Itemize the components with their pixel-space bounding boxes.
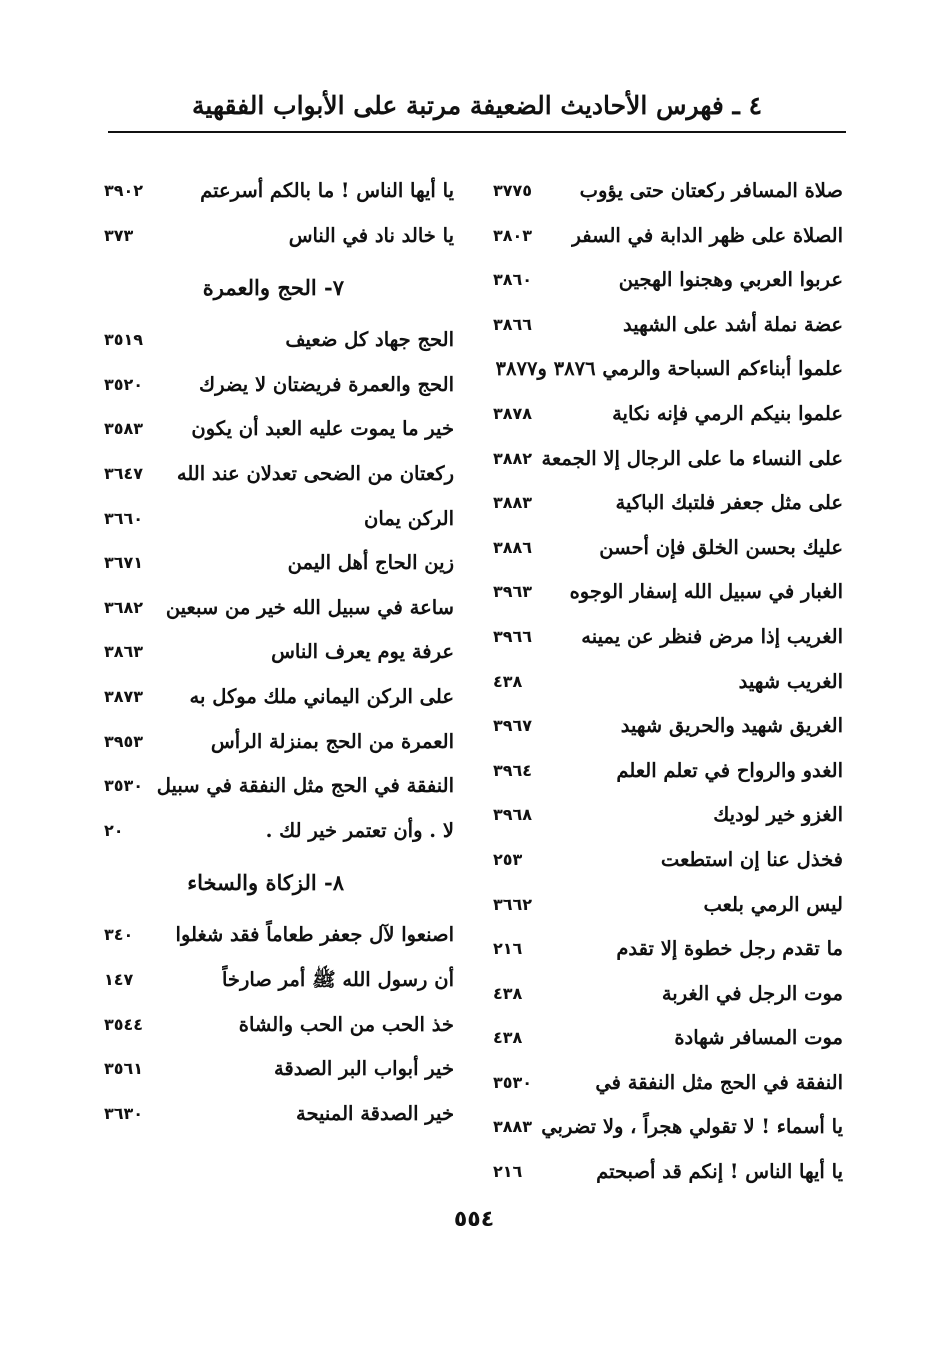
hadith-number: ٢١٦	[493, 1162, 523, 1182]
hadith-number: ٣٨٨٢	[493, 448, 533, 468]
index-entry	[493, 347, 843, 392]
index-entry	[493, 749, 843, 794]
hadith-text: الحج والعمرة فريضتان لا يضرك	[199, 372, 454, 396]
hadith-number: ٣٩٦٤	[493, 760, 533, 780]
index-entry	[493, 883, 843, 928]
hadith-text: الغريق شهيد والحريق شهيد	[620, 714, 843, 738]
hadith-text: عضة نملة أشد على الشهيد	[623, 312, 843, 336]
hadith-number: ٣٨٦٠	[493, 270, 533, 290]
hadith-text: يا أسماء ! لا تقولي هجراً ، ولا تضربي	[541, 1115, 843, 1139]
index-entry	[104, 452, 454, 497]
hadith-number: ٣٦٦٢	[493, 894, 533, 914]
hadith-number: ٣٩٦٨	[493, 805, 533, 825]
index-entry	[493, 437, 843, 482]
index-entry	[493, 1105, 843, 1150]
hadith-text: النفقة في الحج مثل النفقة في سبيل	[156, 774, 454, 798]
hadith-text: موت المسافر شهادة	[674, 1026, 843, 1050]
hadith-text: خير أبواب البر الصدقة	[273, 1057, 454, 1081]
hadith-number: ٣٩٠٢	[104, 181, 144, 200]
left-index-column	[104, 169, 454, 1136]
hadith-text: ما تقدم رجل خطوة إلا تقدم	[616, 937, 843, 961]
index-entry	[493, 258, 843, 303]
index-entry	[493, 927, 843, 972]
hadith-number: ٢٥٣	[493, 849, 523, 869]
index-entry	[104, 541, 454, 586]
index-entry	[493, 660, 843, 705]
hadith-number: ٣٦٣٠	[104, 1103, 144, 1123]
hadith-text: على النساء ما على الرجال إلا الجمعة	[541, 446, 843, 470]
hadith-text: العمرة من الحج بمنزلة الرأس	[210, 729, 454, 753]
hadith-number: ٢١٦	[493, 939, 523, 959]
hadith-text: الغبار في سبيل الله إسفار الوجوه	[569, 580, 843, 604]
hadith-number: ٣٥٤٤	[104, 1014, 144, 1034]
hadith-text: علموا أبناءكم السباحة والرمي ٣٨٧٦ و٣٨٧٧	[495, 357, 843, 381]
hadith-text: على الركن اليماني ملك موكل به	[189, 684, 454, 708]
index-entry	[104, 1003, 454, 1048]
index-entry	[104, 169, 454, 214]
index-entry	[104, 318, 454, 363]
hadith-number: ٣٨٨٦	[493, 537, 533, 557]
index-entry	[104, 497, 454, 542]
hadith-number: ٣٧٣	[104, 225, 134, 245]
index-entry	[104, 720, 454, 765]
hadith-number: ٣٦٧١	[104, 553, 144, 573]
section-title: ٨- الزكاة والسخاء	[187, 870, 344, 896]
index-entry	[493, 214, 843, 259]
index-entry	[104, 809, 454, 854]
hadith-number: ٤٣٨	[493, 1028, 523, 1048]
section-heading	[104, 853, 454, 913]
index-entry	[104, 1047, 454, 1092]
hadith-number: ٣٥٣٠	[493, 1072, 533, 1092]
index-entry	[104, 363, 454, 408]
hadith-number: ٢٠	[104, 820, 124, 840]
index-entry	[493, 1016, 843, 1061]
hadith-number: ٣٨٧٣	[104, 686, 144, 706]
index-entry	[493, 704, 843, 749]
hadith-text: خير ما يموت عليه العبد أن يكون	[191, 417, 454, 441]
index-entry	[493, 1150, 843, 1195]
index-entry	[104, 764, 454, 809]
hadith-text: الغريب إذا مرض فنظر عن يمينه	[581, 624, 843, 648]
hadith-text: الصلاة على ظهر الدابة في السفر	[571, 223, 843, 247]
index-entry	[493, 303, 843, 348]
hadith-text: اصنعوا لآل جعفر طعاماً فقد شغلوا	[175, 923, 454, 947]
hadith-text: علموا بنيكم الرمي فإنه نكاية	[612, 401, 843, 425]
hadith-number: ٣٥٢٠	[104, 374, 144, 394]
hadith-text: أن رسول الله ﷺ أمر صارخاً	[221, 967, 454, 991]
page-header-title: ٤ ـ فهرس الأحاديث الضعيفة مرتبة على الأبواب الفقهية	[192, 91, 762, 120]
hadith-number: ٣٤٠	[104, 925, 134, 945]
hadith-number: ٣٦٨٢	[104, 597, 144, 617]
hadith-number: ٣٨٦٣	[104, 642, 144, 662]
hadith-text: موت الرجل في الغربة	[661, 981, 843, 1005]
hadith-text: الغريب شهيد	[738, 669, 843, 693]
hadith-text: الركن يمان	[364, 506, 454, 530]
hadith-number: ١٤٧	[104, 969, 134, 989]
section-title: ٧- الحج والعمرة	[202, 275, 344, 301]
index-entry	[104, 1092, 454, 1137]
index-entry	[493, 570, 843, 615]
hadith-text: فخذل عنا إن استطعت	[660, 847, 843, 871]
hadith-number: ٣٨٨٣	[493, 1117, 533, 1137]
hadith-number: ٣٨٦٦	[493, 314, 533, 334]
header-divider	[108, 131, 846, 133]
page-number: ٥٥٤	[453, 1207, 495, 1232]
hadith-text: صلاة المسافر ركعتان حتى يؤوب	[579, 179, 843, 202]
hadith-text: يا خالد ناد في الناس	[288, 223, 454, 247]
hadith-number: ٣٩٦٧	[493, 716, 533, 736]
index-entry	[493, 972, 843, 1017]
index-entry	[104, 407, 454, 452]
hadith-number: ٣٨٧٨	[493, 403, 533, 423]
hadith-number: ٣٨٨٣	[493, 493, 533, 513]
hadith-number: ٣٩٦٦	[493, 626, 533, 646]
hadith-number: ٣٩٦٣	[493, 582, 533, 602]
hadith-number: ٣٥٨٣	[104, 419, 144, 439]
hadith-number: ٣٧٧٥	[493, 181, 533, 200]
index-entry	[493, 526, 843, 571]
hadith-number: ٣٥٦١	[104, 1059, 144, 1079]
hadith-number: ٤٣٨	[493, 671, 523, 691]
hadith-text: النفقة في الحج مثل النفقة في	[595, 1070, 843, 1094]
index-entry	[104, 958, 454, 1003]
index-entry	[493, 481, 843, 526]
hadith-text: الغدو والرواح في تعلم العلم	[616, 758, 843, 782]
index-entry	[493, 615, 843, 660]
hadith-text: خير الصدقة المنيحة	[296, 1101, 454, 1125]
hadith-text: يا أيها الناس ! إنكم قد أصبحتم	[596, 1160, 843, 1184]
hadith-number: ٤٣٨	[493, 983, 523, 1003]
index-entry	[493, 838, 843, 883]
hadith-text: الحج جهاد كل ضعيف	[285, 328, 454, 352]
hadith-text: خذ الحب من الحب والشاة	[238, 1012, 454, 1036]
hadith-number: ٣٨٠٣	[493, 225, 533, 245]
hadith-text: الغزو خير لوديك	[713, 803, 843, 827]
hadith-text: عرفة يوم يعرف الناس	[271, 640, 454, 664]
hadith-text: زين الحاج أهل اليمن	[287, 551, 454, 575]
index-entry	[104, 630, 454, 675]
hadith-number: ٣٩٥٣	[104, 731, 144, 751]
hadith-text: عليك بحسن الخلق فإن أحسن	[599, 535, 843, 559]
index-entry	[493, 1061, 843, 1106]
hadith-number: ٣٥٣٠	[104, 776, 144, 796]
index-entry	[104, 913, 454, 958]
hadith-text: يا أيها الناس ! ما بالكم أسرعتم	[200, 179, 454, 202]
hadith-number: ٣٦٤٧	[104, 463, 144, 483]
index-entry	[104, 586, 454, 631]
hadith-text: على مثل جعفر فلتبك الباكية	[615, 491, 843, 515]
hadith-text: لا . وأن تعتمر خير لك .	[265, 818, 454, 842]
right-index-column	[493, 169, 843, 1195]
hadith-text: ركعتان من الضحى تعدلان عند الله	[176, 461, 454, 485]
index-entry	[493, 169, 843, 214]
index-entry	[493, 392, 843, 437]
hadith-text: ليس الرمي بلعب	[703, 892, 843, 916]
hadith-text: عربوا العربي وهجنوا الهجين	[618, 268, 843, 292]
index-entry	[493, 793, 843, 838]
section-heading	[104, 258, 454, 318]
hadith-number: ٣٥١٩	[104, 330, 144, 350]
hadith-text: ساعة في سبيل الله خير من سبعين	[165, 595, 454, 619]
hadith-number: ٣٦٦٠	[104, 508, 144, 528]
index-entry	[104, 675, 454, 720]
index-entry	[104, 214, 454, 259]
